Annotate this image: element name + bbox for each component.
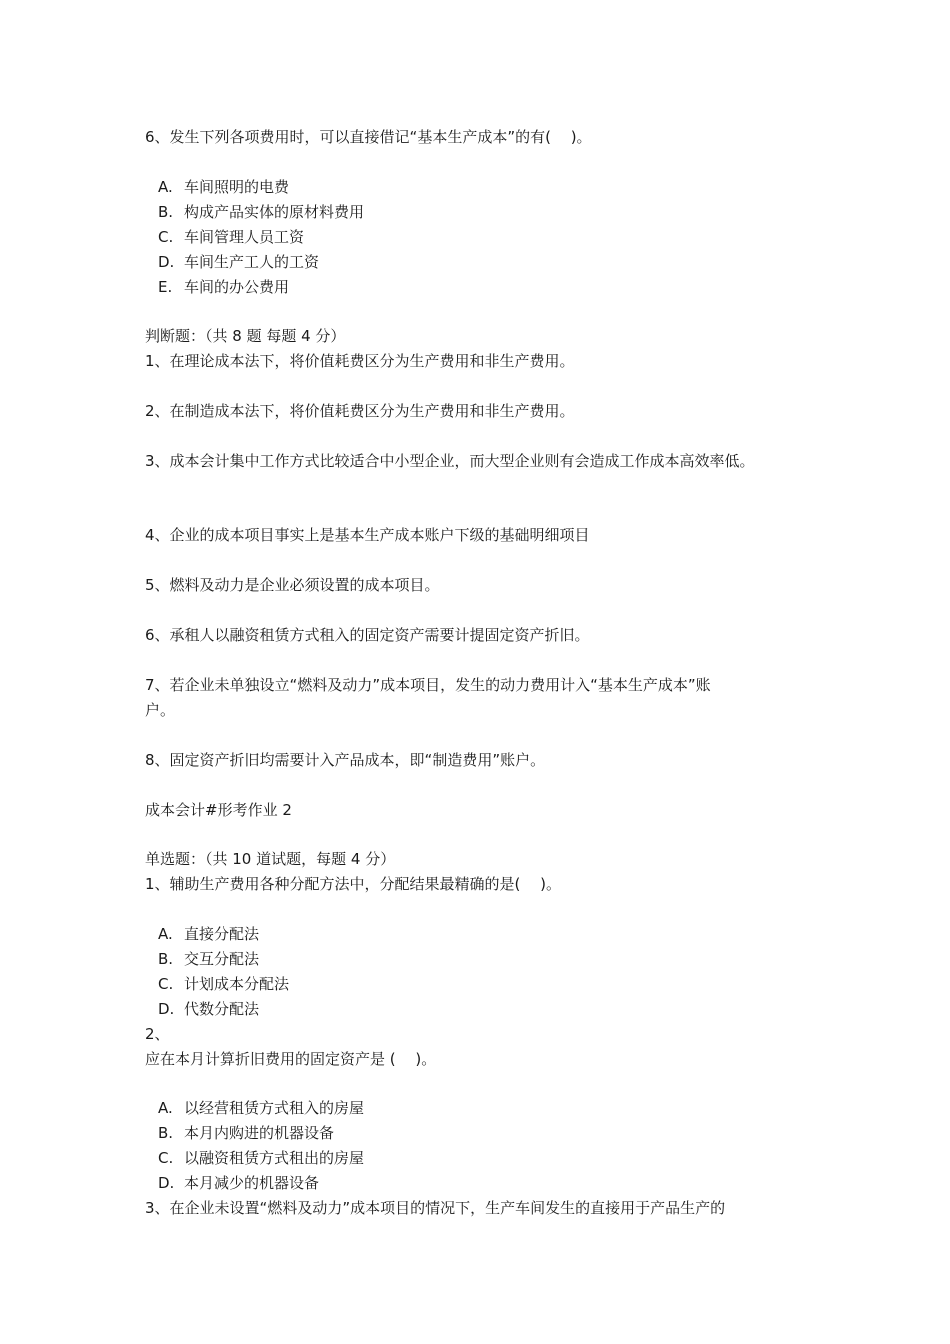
option-letter: D. xyxy=(158,253,175,271)
option-letter: A. xyxy=(158,925,173,943)
option-text: 车间管理人员工资 xyxy=(184,228,305,246)
judgment-item-5: 5、燃料及动力是企业必须设置的成本项目。 xyxy=(145,576,440,594)
judgment-item-7-cont: 户。 xyxy=(145,701,176,719)
judgment-item-2: 2、在制造成本法下，将价值耗费区分为生产费用和非生产费用。 xyxy=(145,402,575,420)
option-letter: A. xyxy=(158,1099,173,1117)
option-b xyxy=(158,947,259,972)
option-c xyxy=(158,972,289,997)
judgment-item-8: 8、固定资产折旧均需要计入产品成本，即“制造费用”账户。 xyxy=(145,751,546,769)
option-b xyxy=(158,1121,334,1146)
option-text: 以经营租赁方式租入的房屋 xyxy=(184,1099,365,1117)
question-6-stem: 6、发生下列各项费用时，可以直接借记“基本生产成本”的有( )。 xyxy=(145,128,592,146)
option-text: 直接分配法 xyxy=(184,925,260,943)
option-a xyxy=(158,922,259,947)
option-e xyxy=(158,275,289,300)
option-letter: B. xyxy=(158,950,174,968)
option-text: 本月内购进的机器设备 xyxy=(184,1124,335,1142)
option-letter: C. xyxy=(158,1149,174,1167)
option-d xyxy=(158,997,259,1022)
option-text: 构成产品实体的原材料费用 xyxy=(184,203,365,221)
judgment-item-6: 6、承租人以融资租赁方式租入的固定资产需要计提固定资产折旧。 xyxy=(145,626,590,644)
option-text: 代数分配法 xyxy=(184,1000,260,1018)
sc-question-2-stem: 应在本月计算折旧费用的固定资产是 ( )。 xyxy=(145,1050,437,1068)
option-letter: A. xyxy=(158,178,173,196)
option-a xyxy=(158,1096,364,1121)
option-letter: E. xyxy=(158,278,173,296)
option-letter: C. xyxy=(158,975,174,993)
judgment-header: 判断题：（共 8 题 每题 4 分） xyxy=(145,327,346,345)
assignment-title: 成本会计#形考作业 2 xyxy=(145,801,292,819)
option-letter: B. xyxy=(158,203,174,221)
option-letter: B. xyxy=(158,1124,174,1142)
judgment-item-1: 1、在理论成本法下，将价值耗费区分为生产费用和非生产费用。 xyxy=(145,352,575,370)
option-letter: D. xyxy=(158,1000,175,1018)
option-letter: D. xyxy=(158,1174,175,1192)
option-d xyxy=(158,250,319,275)
option-text: 车间的办公费用 xyxy=(184,278,290,296)
sc-question-1-stem: 1、辅助生产费用各种分配方法中，分配结果最精确的是( )。 xyxy=(145,875,562,893)
option-a xyxy=(158,175,289,200)
judgment-item-4: 4、企业的成本项目事实上是基本生产成本账户下级的基础明细项目 xyxy=(145,526,590,544)
option-d xyxy=(158,1171,319,1196)
option-letter: C. xyxy=(158,228,174,246)
single-choice-header: 单选题：（共 10 道试题，每题 4 分） xyxy=(145,850,396,868)
judgment-item-3: 3、成本会计集中工作方式比较适合中小型企业，而大型企业则有会造成工作成本高效率低。 xyxy=(145,452,755,470)
option-c xyxy=(158,225,304,250)
option-text: 计划成本分配法 xyxy=(184,975,290,993)
option-text: 交互分配法 xyxy=(184,950,260,968)
option-text: 本月减少的机器设备 xyxy=(184,1174,320,1192)
option-b xyxy=(158,200,364,225)
option-text: 车间照明的电费 xyxy=(184,178,290,196)
sc-question-3-stem: 3、在企业未设置“燃料及动力”成本项目的情况下，生产车间发生的直接用于产品生产的 xyxy=(145,1199,726,1217)
option-text: 以融资租赁方式租出的房屋 xyxy=(184,1149,365,1167)
sc-question-2-number: 2、 xyxy=(145,1025,170,1043)
option-text: 车间生产工人的工资 xyxy=(184,253,320,271)
judgment-item-7: 7、若企业未单独设立“燃料及动力”成本项目，发生的动力费用计入“基本生产成本”账 xyxy=(145,676,711,694)
option-c xyxy=(158,1146,364,1171)
